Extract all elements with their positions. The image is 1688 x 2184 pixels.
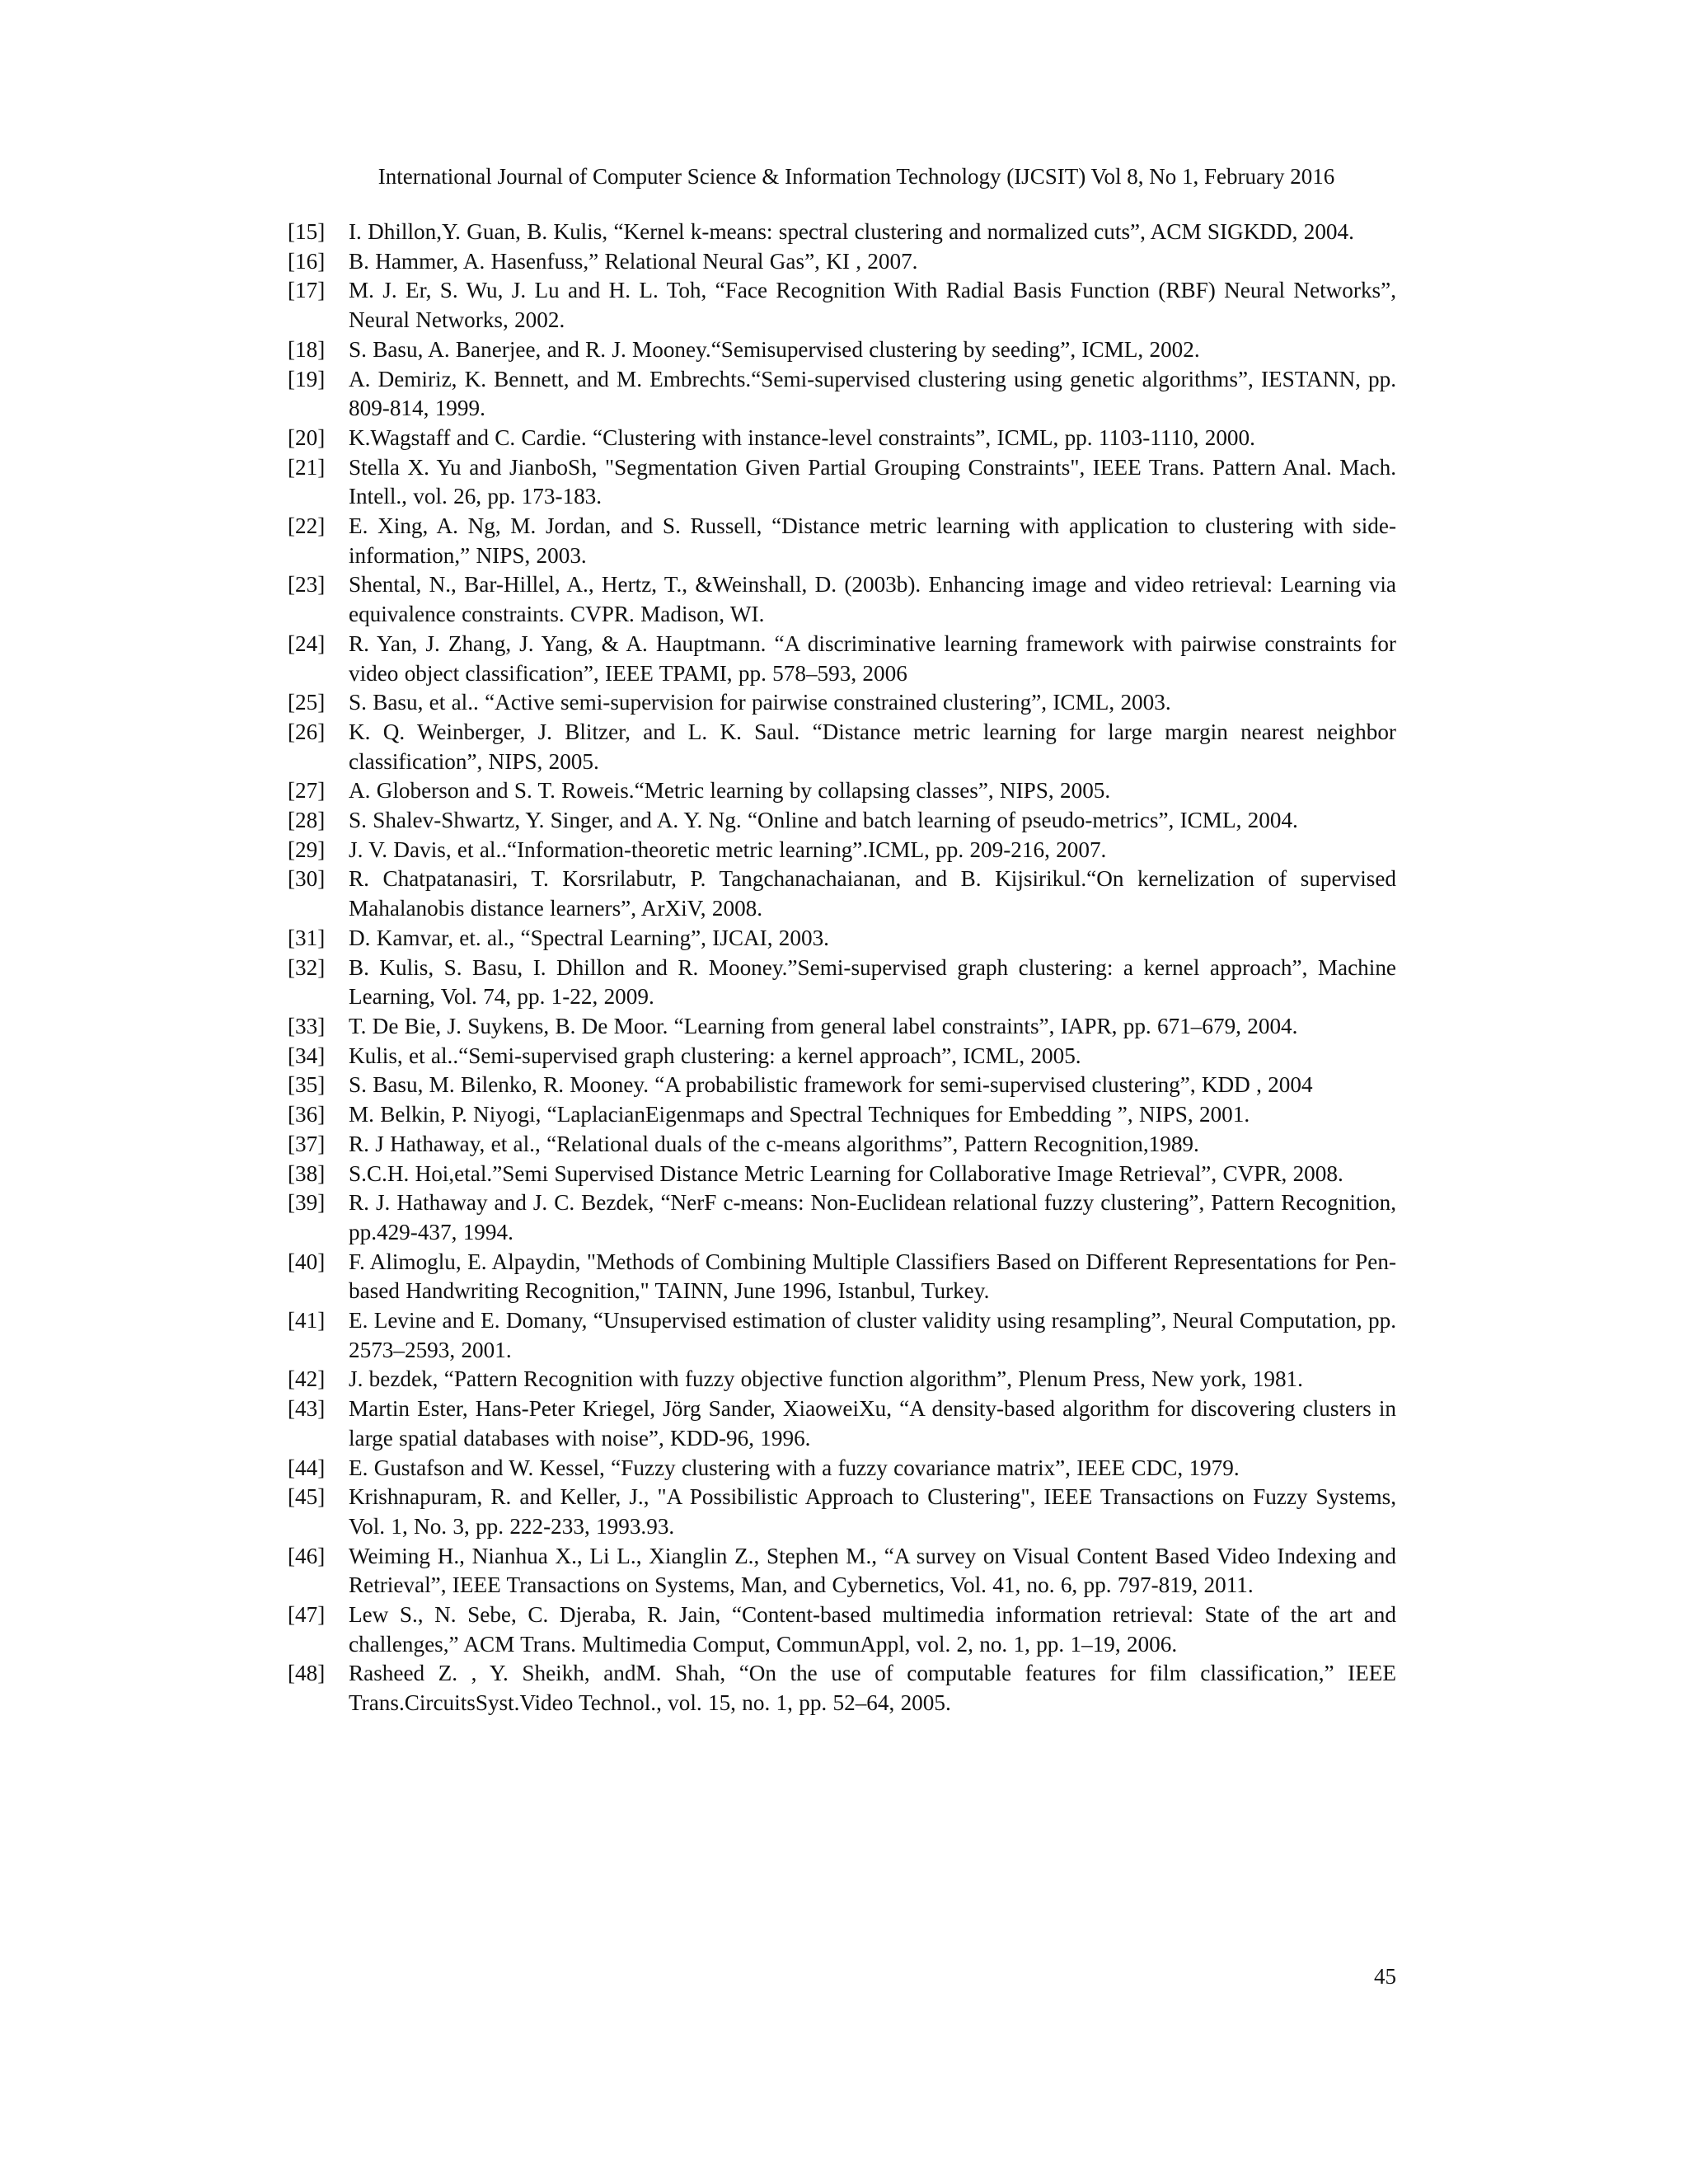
reference-number: [39]	[288, 1190, 326, 1216]
reference-number: [25]	[288, 690, 326, 715]
reference-text: Krishnapuram, R. and Keller, J., "A Possibilistic Approach to Clustering", IEEE Transactions on Fuzzy Systems, Vol. 1, No. 3, pp. 222-233, 1993.93.	[349, 1484, 1396, 1539]
reference-number: [41]	[288, 1308, 326, 1333]
reference-text: E. Gustafson and W. Kessel, “Fuzzy clustering with a fuzzy covariance matrix”, IEEE CDC, 1979.	[349, 1455, 1240, 1480]
reference-number: [46]	[288, 1543, 326, 1568]
reference-number: [23]	[288, 572, 326, 598]
reference-entry	[288, 865, 1396, 923]
reference-entry	[288, 688, 1396, 718]
reference-text: R. Chatpatanasiri, T. Korsrilabutr, P. Tangchanachaianan, and B. Kijsirikul.“On kernelization of supervised Mahalanobis distance learners”, ArXiV, 2008.	[349, 866, 1396, 921]
reference-entry	[288, 1394, 1396, 1453]
reference-number: [21]	[288, 454, 326, 480]
reference-number: [30]	[288, 866, 326, 892]
reference-text: Stella X. Yu and JianboSh, "Segmentation Given Partial Grouping Constraints", IEEE Trans. Pattern Anal. Mach. Intell., vol. 26, pp. 173-183.	[349, 454, 1396, 509]
reference-entry	[288, 1071, 1396, 1100]
reference-number: [16]	[288, 248, 326, 274]
reference-text: M. Belkin, P. Niyogi, “LaplacianEigenmaps and Spectral Techniques for Embedding ”, NIPS, 2001.	[349, 1102, 1250, 1127]
reference-entry	[288, 1130, 1396, 1160]
reference-text: J. bezdek, “Pattern Recognition with fuzzy objective function algorithm”, Plenum Press, New york, 1981.	[349, 1366, 1303, 1392]
reference-entry	[288, 630, 1396, 688]
reference-number: [43]	[288, 1396, 326, 1422]
reference-entry	[288, 1188, 1396, 1247]
reference-number: [31]	[288, 925, 326, 950]
reference-text: S. Basu, et al.. “Active semi-supervision for pairwise constrained clustering”, ICML, 2003.	[349, 690, 1171, 715]
reference-number: [20]	[288, 424, 326, 450]
reference-text: A. Globerson and S. T. Roweis.“Metric learning by collapsing classes”, NIPS, 2005.	[349, 778, 1111, 804]
reference-number: [26]	[288, 719, 326, 744]
reference-text: M. J. Er, S. Wu, J. Lu and H. L. Toh, “Face Recognition With Radial Basis Function (RBF) Neural Networks”, Neural Networks, 2002.	[349, 278, 1396, 333]
reference-entry	[288, 836, 1396, 865]
reference-text: T. De Bie, J. Suykens, B. De Moor. “Learning from general label constraints”, IAPR, pp. 671–679, 2004.	[349, 1013, 1298, 1038]
reference-text: Rasheed Z. , Y. Sheikh, andM. Shah, “On the use of computable features for film classification,” IEEE Trans.CircuitsSyst.Video Technol., vol. 15, no. 1, pp. 52–64, 2005.	[349, 1661, 1396, 1716]
reference-number: [22]	[288, 513, 326, 539]
reference-number: [15]	[288, 219, 326, 244]
reference-number: [47]	[288, 1602, 326, 1628]
reference-entry	[288, 1483, 1396, 1541]
reference-text: F. Alimoglu, E. Alpaydin, "Methods of Combining Multiple Classifiers Based on Different Representations for Pen-based Handwriting Recognition," TAINN, June 1996, Istanbul, Turkey.	[349, 1249, 1396, 1304]
reference-entry	[288, 247, 1396, 277]
running-header: International Journal of Computer Science & Information Technology (IJCSIT) Vol 8, No 1, February 2016	[377, 164, 1335, 189]
reference-text: B. Kulis, S. Basu, I. Dhillon and R. Mooney.”Semi-supervised graph clustering: a kernel approach”, Machine Learning, Vol. 74, pp. 1-22, 2009.	[349, 954, 1396, 1010]
reference-entry	[288, 1012, 1396, 1042]
reference-entry	[288, 1042, 1396, 1071]
reference-text: Martin Ester, Hans-Peter Kriegel, Jörg Sander, XiaoweiXu, “A density-based algorithm for discovering clusters in large spatial databases with noise”, KDD-96, 1996.	[349, 1396, 1396, 1451]
reference-number: [40]	[288, 1249, 326, 1274]
reference-text: D. Kamvar, et. al., “Spectral Learning”, IJCAI, 2003.	[349, 925, 829, 950]
reference-number: [18]	[288, 336, 326, 362]
reference-entry	[288, 365, 1396, 424]
reference-entry	[288, 570, 1396, 629]
reference-entry	[288, 1659, 1396, 1718]
reference-number: [36]	[288, 1102, 326, 1127]
reference-text: E. Xing, A. Ng, M. Jordan, and S. Russell, “Distance metric learning with application to clustering with side-information,” NIPS, 2003.	[349, 513, 1396, 568]
reference-number: [33]	[288, 1013, 326, 1038]
reference-text: I. Dhillon,Y. Guan, B. Kulis, “Kernel k-means: spectral clustering and normalized cuts”, ACM SIGKDD, 2004.	[349, 219, 1354, 244]
reference-entry	[288, 276, 1396, 335]
reference-text: B. Hammer, A. Hasenfuss,” Relational Neural Gas”, KI , 2007.	[349, 248, 918, 274]
reference-number: [35]	[288, 1072, 326, 1098]
reference-number: [19]	[288, 366, 326, 391]
reference-text: R. J Hathaway, et al., “Relational duals of the c-means algorithms”, Pattern Recognition,1989.	[349, 1131, 1199, 1156]
reference-text: Weiming H., Nianhua X., Li L., Xianglin Z., Stephen M., “A survey on Visual Content Based Video Indexing and Retrieval”, IEEE Transactions on Systems, Man, and Cybernetics, Vol. 41, no. 6, pp. 797-819, 2011.	[349, 1543, 1396, 1598]
reference-number: [28]	[288, 808, 326, 833]
reference-entry	[288, 924, 1396, 954]
reference-number: [45]	[288, 1484, 326, 1510]
reference-entry	[288, 1160, 1396, 1189]
reference-text: R. J. Hathaway and J. C. Bezdek, “NerF c-means: Non-Euclidean relational fuzzy clustering”, Pattern Recognition, pp.429-437, 1994.	[349, 1190, 1396, 1244]
reference-text: S.C.H. Hoi,etal.”Semi Supervised Distance Metric Learning for Collaborative Image Retrieval”, CVPR, 2008.	[349, 1160, 1343, 1186]
reference-text: Shental, N., Bar-Hillel, A., Hertz, T., &Weinshall, D. (2003b). Enhancing image and video retrieval: Learning via equivalence constraints. CVPR. Madison, WI.	[349, 572, 1396, 627]
reference-number: [27]	[288, 778, 326, 804]
reference-text: J. V. Davis, et al..“Information-theoretic metric learning”.ICML, pp. 209-216, 2007.	[349, 837, 1107, 862]
reference-entry	[288, 424, 1396, 453]
reference-entry	[288, 776, 1396, 806]
reference-entry	[288, 512, 1396, 570]
reference-entry	[288, 954, 1396, 1012]
reference-entry	[288, 1542, 1396, 1601]
reference-entry	[288, 1454, 1396, 1483]
reference-text: R. Yan, J. Zhang, J. Yang, & A. Hauptmann. “A discriminative learning framework with pairwise constraints for video object classification”, IEEE TPAMI, pp. 578–593, 2006	[349, 630, 1396, 686]
reference-entry	[288, 718, 1396, 776]
reference-text: S. Basu, M. Bilenko, R. Mooney. “A probabilistic framework for semi-supervised clustering”, KDD , 2004	[349, 1072, 1313, 1098]
reference-entry	[288, 218, 1396, 247]
reference-number: [32]	[288, 954, 326, 980]
reference-entry	[288, 1365, 1396, 1394]
reference-number: [48]	[288, 1661, 326, 1686]
page-number: 45	[1374, 1964, 1396, 1989]
reference-text: S. Shalev-Shwartz, Y. Singer, and A. Y. Ng. “Online and batch learning of pseudo-metrics”, ICML, 2004.	[349, 808, 1298, 833]
reference-entry	[288, 1248, 1396, 1306]
reference-entry	[288, 335, 1396, 365]
reference-number: [37]	[288, 1131, 326, 1156]
reference-entry	[288, 1100, 1396, 1130]
reference-number: [38]	[288, 1160, 326, 1186]
reference-entry	[288, 1306, 1396, 1365]
reference-text: Kulis, et al..“Semi-supervised graph clustering: a kernel approach”, ICML, 2005.	[349, 1043, 1081, 1068]
reference-entry	[288, 1601, 1396, 1659]
reference-entry	[288, 806, 1396, 836]
reference-text: K. Q. Weinberger, J. Blitzer, and L. K. Saul. “Distance metric learning for large margin nearest neighbor classification”, NIPS, 2005.	[349, 719, 1396, 774]
reference-number: [34]	[288, 1043, 326, 1068]
reference-text: K.Wagstaff and C. Cardie. “Clustering with instance-level constraints”, ICML, pp. 1103-1110, 2000.	[349, 424, 1255, 450]
reference-number: [44]	[288, 1455, 326, 1480]
reference-number: [29]	[288, 837, 326, 862]
reference-text: E. Levine and E. Domany, “Unsupervised estimation of cluster validity using resampling”, Neural Computation, pp. 2573–2593, 2001.	[349, 1308, 1396, 1362]
reference-text: S. Basu, A. Banerjee, and R. J. Mooney.“Semisupervised clustering by seeding”, ICML, 2002.	[349, 336, 1200, 362]
reference-entry	[288, 453, 1396, 512]
reference-text: Lew S., N. Sebe, C. Djeraba, R. Jain, “Content-based multimedia information retrieval: State of the art and challenges,” ACM Trans. Multimedia Comput, CommunAppl, vol. 2, no. 1, pp. 1–19, 2006.	[349, 1602, 1396, 1657]
reference-text: A. Demiriz, K. Bennett, and M. Embrechts.“Semi-supervised clustering using genetic algorithms”, IESTANN, pp. 809-814, 1999.	[349, 366, 1396, 421]
reference-list	[288, 218, 1396, 1718]
reference-number: [24]	[288, 630, 326, 656]
reference-number: [42]	[288, 1366, 326, 1392]
reference-number: [17]	[288, 278, 326, 303]
